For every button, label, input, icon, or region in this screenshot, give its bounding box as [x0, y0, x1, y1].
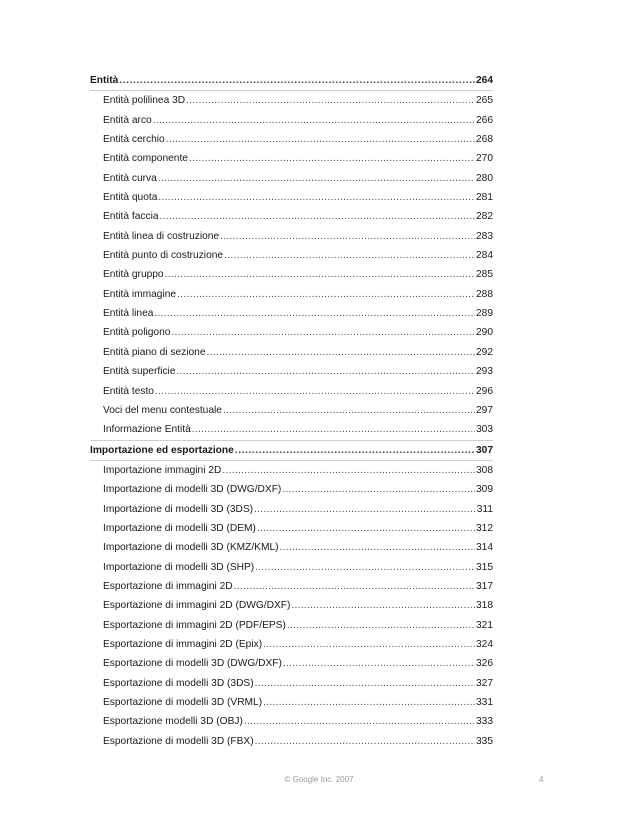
- dot-leader: [220, 227, 475, 246]
- toc-item-label: Voci del menu contestuale: [103, 404, 222, 416]
- toc-page-number: 268: [476, 134, 493, 146]
- dot-leader: [222, 461, 475, 480]
- toc-item-label: Entità curva: [103, 172, 157, 184]
- toc-page-number: 292: [476, 346, 493, 358]
- toc-page-number: 321: [476, 619, 493, 631]
- dot-leader: [177, 285, 475, 304]
- toc-item-label: Esportazione di immagini 2D (Epix): [103, 638, 263, 650]
- toc-item[interactable]: [90, 420, 493, 439]
- toc-item-label: Importazione di modelli 3D (KMZ/KML): [103, 542, 279, 554]
- dot-leader: [254, 500, 476, 519]
- toc-item-label: Importazione di modelli 3D (DWG/DXF): [103, 484, 282, 496]
- toc-page-number: 312: [476, 522, 493, 534]
- toc-page-number: 285: [476, 269, 493, 281]
- toc-item[interactable]: [90, 616, 493, 635]
- toc-page-number: 331: [476, 697, 493, 708]
- dot-leader: [153, 111, 475, 130]
- toc-item[interactable]: [90, 693, 493, 712]
- toc-item-label: Esportazione di immagini 2D (DWG/DXF): [103, 600, 291, 612]
- toc-item[interactable]: [90, 558, 493, 577]
- toc-page-number: 333: [476, 716, 493, 728]
- toc-item[interactable]: [90, 130, 493, 149]
- toc-item[interactable]: [90, 91, 493, 110]
- toc-item-label: Informazione Entità: [103, 424, 191, 436]
- toc-page-number: 289: [476, 308, 493, 320]
- toc-item[interactable]: [90, 265, 493, 284]
- toc-item-label: Entità poligono: [103, 327, 171, 339]
- toc-section-entita[interactable]: [90, 71, 493, 90]
- dot-leader: [257, 519, 475, 538]
- toc-item-label: Entità immagine: [103, 288, 177, 300]
- toc-item-label: Entità polilinea 3D: [103, 95, 186, 107]
- dot-leader: [207, 343, 475, 362]
- dot-leader: [280, 538, 475, 557]
- toc-item[interactable]: [90, 382, 493, 401]
- dot-leader: [263, 693, 475, 712]
- dot-leader: [158, 169, 475, 188]
- toc-page-number: 308: [476, 464, 493, 476]
- toc-page-number: 288: [476, 288, 493, 300]
- toc-page-number: 293: [476, 366, 493, 378]
- toc-page-number: 326: [476, 658, 493, 670]
- dot-leader: [291, 596, 475, 615]
- toc-item-label: Importazione immagini 2D: [103, 464, 222, 476]
- toc-item[interactable]: [90, 304, 493, 323]
- dot-leader: [234, 577, 475, 596]
- copyright-text: © Google Inc. 2007: [284, 775, 354, 784]
- toc-page-number: 317: [476, 580, 493, 592]
- toc-item[interactable]: [90, 343, 493, 362]
- toc-item-label: Entità piano di sezione: [103, 346, 206, 358]
- toc-item-label: Esportazione di modelli 3D (FBX): [103, 735, 254, 747]
- toc-page-number: 315: [476, 561, 493, 573]
- dot-leader: [255, 732, 475, 751]
- toc-section-title: Importazione ed esportazione: [90, 444, 234, 456]
- dot-leader: [282, 480, 475, 499]
- toc-page-number: 290: [476, 327, 493, 339]
- toc-page-number: 309: [476, 484, 493, 496]
- toc-item[interactable]: [90, 323, 493, 342]
- toc-page-number: 314: [476, 542, 493, 554]
- toc-item-label: Entità gruppo: [103, 269, 164, 281]
- toc-item-label: Entità componente: [103, 153, 188, 165]
- toc-item[interactable]: [90, 500, 493, 519]
- toc-item-label: Esportazione modelli 3D (OBJ): [103, 716, 243, 728]
- toc-item-label: Esportazione di immagini 2D (PDF/EPS): [103, 619, 286, 631]
- toc-page-number: 282: [476, 211, 493, 223]
- dot-leader: [223, 401, 475, 420]
- toc-page-number: 280: [476, 172, 493, 184]
- toc-item[interactable]: [90, 480, 493, 499]
- table-of-contents: [90, 71, 493, 751]
- toc-page-number: 297: [476, 404, 493, 416]
- toc-page-number: 281: [476, 192, 493, 204]
- toc-page-number: 264: [476, 75, 493, 86]
- toc-item-label: Importazione di modelli 3D (3DS): [103, 503, 254, 515]
- toc-item-label: Entità faccia: [103, 211, 159, 223]
- toc-item-label: Esportazione di immagini 2D: [103, 580, 233, 592]
- dot-leader: [235, 441, 475, 460]
- toc-item[interactable]: [90, 461, 493, 480]
- toc-page-number: 296: [476, 385, 493, 397]
- toc-item[interactable]: [90, 596, 493, 615]
- toc-item-label: Entità arco: [103, 114, 152, 126]
- toc-page-number: 283: [476, 230, 493, 242]
- toc-item-label: Entità testo: [103, 385, 154, 397]
- toc-item[interactable]: [90, 188, 493, 207]
- toc-page-number: 311: [476, 503, 493, 515]
- toc-item[interactable]: [90, 169, 493, 188]
- toc-item[interactable]: [90, 732, 493, 751]
- dot-leader: [255, 674, 475, 693]
- toc-item[interactable]: [90, 635, 493, 654]
- toc-item[interactable]: [90, 577, 493, 596]
- toc-page-number: 324: [476, 638, 493, 650]
- toc-item[interactable]: [90, 227, 493, 246]
- dot-leader: [165, 265, 475, 284]
- toc-item[interactable]: [90, 207, 493, 226]
- toc-item[interactable]: [90, 538, 493, 557]
- toc-item-label: Entità linea di costruzione: [103, 230, 220, 242]
- dot-leader: [283, 654, 475, 673]
- toc-item-label: Entità linea: [103, 308, 154, 320]
- dot-leader: [166, 130, 475, 149]
- toc-page-number: 266: [476, 114, 493, 126]
- toc-page-number: 284: [476, 250, 493, 262]
- toc-item[interactable]: [90, 246, 493, 265]
- toc-item[interactable]: [90, 149, 493, 168]
- toc-page-number: 318: [476, 600, 493, 612]
- dot-leader: [160, 207, 476, 226]
- dot-leader: [155, 382, 475, 401]
- toc-item-label: Importazione di modelli 3D (SHP): [103, 561, 255, 573]
- toc-section-importazione-esportazione[interactable]: [90, 441, 493, 460]
- toc-item[interactable]: [90, 674, 493, 693]
- toc-item-label: Importazione di modelli 3D (DEM): [103, 522, 256, 534]
- toc-item-label: Esportazione di modelli 3D (VRML): [103, 697, 263, 708]
- toc-item-label: Entità cerchio: [103, 134, 165, 146]
- toc-page-number: 307: [476, 444, 493, 456]
- dot-leader: [176, 362, 475, 381]
- page-number: 4: [539, 775, 544, 784]
- toc-item-label: Esportazione di modelli 3D (DWG/DXF): [103, 658, 282, 670]
- dot-leader: [186, 91, 475, 110]
- dot-leader: [224, 246, 475, 265]
- toc-item[interactable]: [90, 654, 493, 673]
- toc-item[interactable]: [90, 111, 493, 130]
- toc-item[interactable]: [90, 401, 493, 420]
- dot-leader: [255, 558, 475, 577]
- toc-item-label: Esportazione di modelli 3D (3DS): [103, 677, 254, 689]
- dot-leader: [192, 420, 475, 439]
- toc-page-number: 335: [476, 735, 493, 747]
- toc-section-title: Entità: [90, 75, 119, 86]
- toc-item[interactable]: [90, 519, 493, 538]
- toc-item-label: Entità superficie: [103, 366, 176, 378]
- toc-item[interactable]: [90, 285, 493, 304]
- toc-item[interactable]: [90, 362, 493, 381]
- dot-leader: [189, 149, 475, 168]
- toc-page-number: 265: [476, 95, 493, 107]
- toc-page-number: 327: [476, 677, 493, 689]
- dot-leader: [263, 635, 475, 654]
- dot-leader: [287, 616, 475, 635]
- dot-leader: [119, 71, 475, 90]
- dot-leader: [158, 188, 475, 207]
- toc-page-number: 303: [476, 424, 493, 436]
- dot-leader: [154, 304, 475, 323]
- dot-leader: [244, 712, 475, 731]
- dot-leader: [171, 323, 475, 342]
- toc-item-label: Entità quota: [103, 192, 158, 204]
- toc-item-label: Entità punto di costruzione: [103, 250, 224, 262]
- toc-item[interactable]: [90, 712, 493, 731]
- toc-page-number: 270: [476, 153, 493, 165]
